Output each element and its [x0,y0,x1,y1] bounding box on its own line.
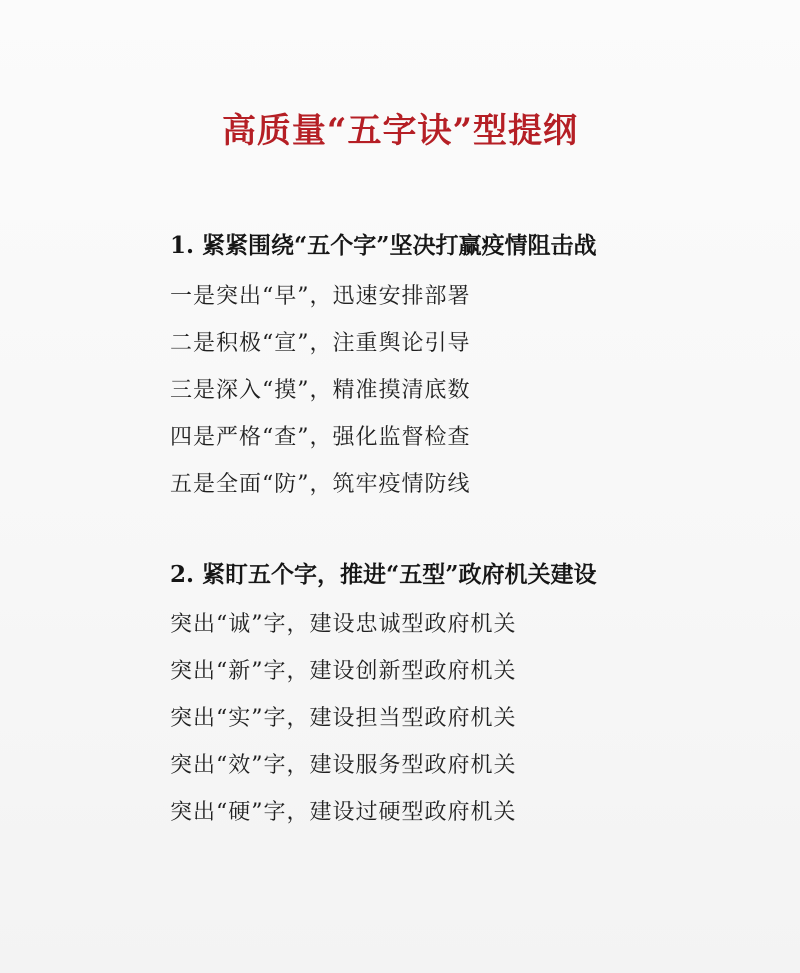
list-item: 突出“新”字，建设创新型政府机关 [170,659,517,684]
list-item: 突出“硬”字，建设过硬型政府机关 [170,800,517,825]
outline-section-1 [170,226,770,508]
list-item: 二是积极“宣”，注重舆论引导 [170,331,471,356]
section-heading: 2. 紧盯五个字，推进“五型”政府机关建设 [170,561,597,588]
outline-section-2 [170,555,770,836]
section-heading: 1. 紧紧围绕“五个字”坚决打赢疫情阻击战 [170,232,597,259]
list-item: 五是全面“防”，筑牢疫情防线 [170,472,471,497]
list-item: 四是严格“查”，强化监督检查 [170,425,471,450]
section-item-list [170,601,770,836]
list-item: 突出“实”字，建设担当型政府机关 [170,706,517,731]
list-item: 突出“效”字，建设服务型政府机关 [170,753,517,778]
list-item: 突出“诚”字，建设忠诚型政府机关 [170,612,517,637]
list-item: 一是突出“早”，迅速安排部署 [170,284,471,309]
page-title: 高质量“五字诀”型提纲 [221,111,579,151]
section-item-list [170,273,770,508]
list-item: 三是深入“摸”，精准摸清底数 [170,378,471,403]
